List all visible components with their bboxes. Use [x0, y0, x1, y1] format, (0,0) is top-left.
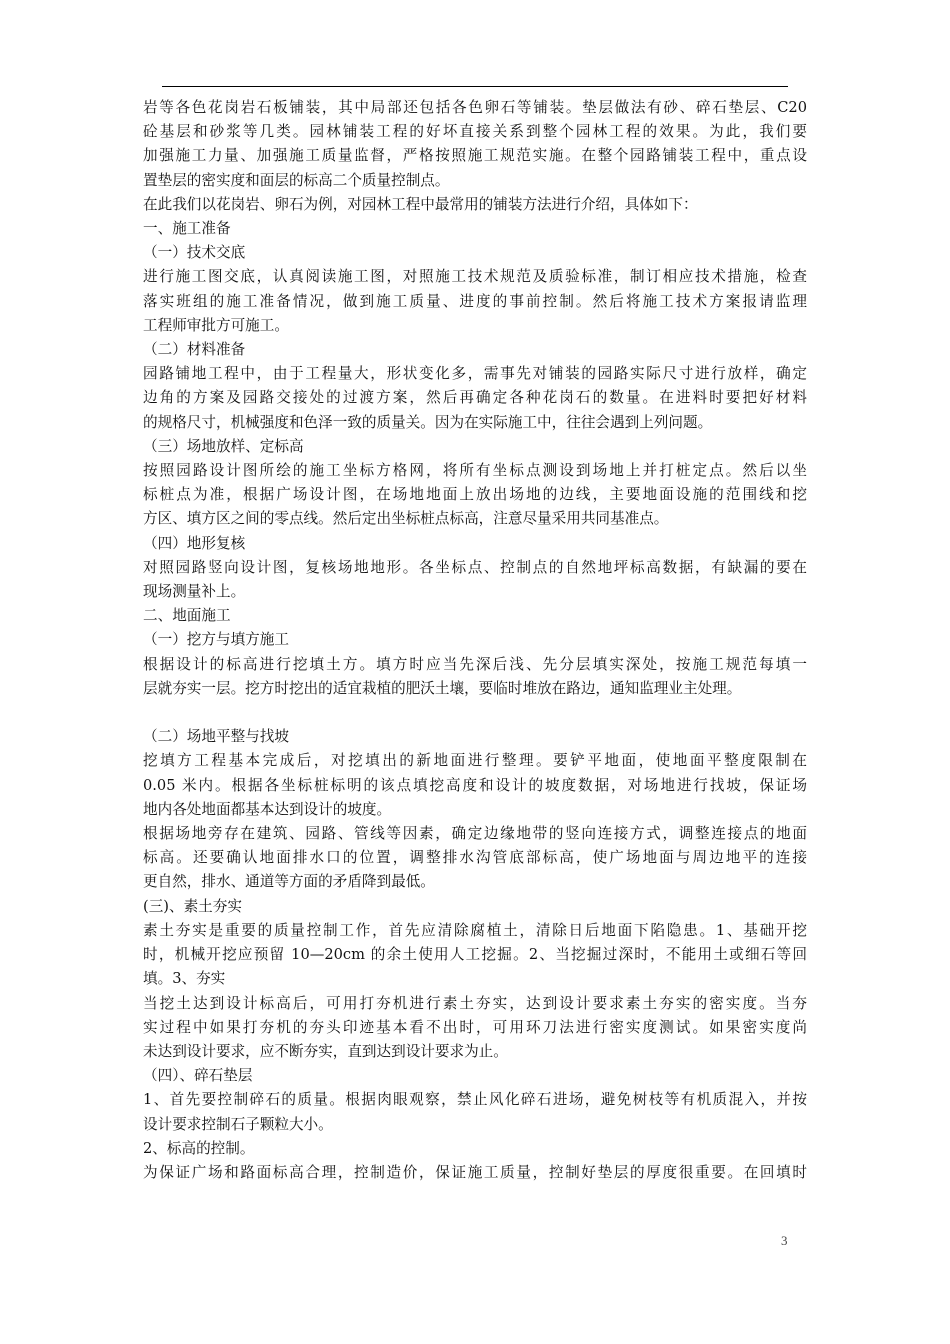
text-line: （一）技术交底	[143, 244, 246, 262]
text-line: 挖填方工程基本完成后，对挖填出的新地面进行整理。要铲平地面，使地面平整度限制在	[143, 752, 807, 770]
text-line: 置垫层的密实度和面层的标高二个质量控制点。	[143, 171, 450, 189]
page-number: 3	[781, 1233, 788, 1248]
text-line: 现场测量补上。	[143, 583, 246, 601]
document-body	[143, 96, 807, 1185]
text-line: 地内各处地面都基本达到设计的坡度。	[143, 800, 392, 818]
header-rule	[162, 86, 788, 87]
text-line: （四）、碎石垫层	[143, 1067, 253, 1085]
text-line: 砼基层和砂浆等几类。园林铺装工程的好坏直接关系到整个园林工程的效果。为此，我们要	[143, 123, 807, 141]
text-line: 进行施工图交底，认真阅读施工图，对照施工技术规范及质验标准，制订相应技术措施，检查	[143, 268, 807, 286]
text-line: 二、地面施工	[143, 607, 231, 625]
text-line: 加强施工力量、加强施工质量监督，严格按照施工规范实施。在整个园路铺装工程中，重点设	[143, 147, 807, 165]
text-line: 边角的方案及园路交接处的过渡方案，然后再确定各种花岗石的数量。在进料时要把好材料	[143, 389, 807, 407]
text-line: 层就夯实一层。挖方时挖出的适宜栽植的肥沃土壤，要临时堆放在路边，通知监理业主处理。	[143, 679, 742, 697]
text-line: （三）场地放样、定标高	[143, 437, 304, 455]
text-line: （二）材料准备	[143, 341, 246, 359]
text-line: 工程师审批方可施工。	[143, 316, 289, 334]
text-line: 0.05 米内。根据各坐标桩标明的该点填挖高度和设计的坡度数据，对场地进行找坡，保证场	[143, 776, 807, 794]
blank-line	[143, 701, 807, 725]
text-line: 根据设计的标高进行挖填土方。填方时应当先深后浅、先分层填实深处，按施工规范每填一	[143, 655, 807, 673]
text-line: 按照园路设计图所绘的施工坐标方格网，将所有坐标点测设到场地上并打桩定点。然后以坐	[143, 462, 807, 480]
text-line: 对照园路竖向设计图，复核场地地形。各坐标点、控制点的自然地坪标高数据，有缺漏的要在	[143, 558, 807, 576]
text-line: 2、标高的控制。	[143, 1139, 255, 1157]
text-line: 的规格尺寸，机械强度和色泽一致的质量关。因为在实际施工中，往往会遇到上列问题。	[143, 413, 713, 431]
text-line: 素土夯实是重要的质量控制工作，首先应清除腐植土，清除日后地面下陷隐患。1、基础开挖	[143, 921, 807, 939]
text-line: 时，机械开挖应预留 10—20cm 的余土使用人工挖掘。2、当挖掘过深时，不能用土或细石等回	[143, 946, 807, 964]
text-line: 方区、填方区之间的零点线。然后定出坐标桩点标高，注意尽量采用共同基准点。	[143, 510, 669, 528]
text-line: （二）场地平整与找坡	[143, 728, 289, 746]
text-line: 根据场地旁存在建筑、园路、管线等因素，确定边缘地带的竖向连接方式，调整连接点的地面	[143, 825, 807, 843]
text-line: 落实班组的施工准备情况，做到施工质量、进度的事前控制。然后将施工技术方案报请监理	[143, 292, 807, 310]
text-line: 填。3、夯实	[143, 970, 226, 988]
text-line: 岩等各色花岗岩石板铺装，其中局部还包括各色卵石等铺装。垫层做法有砂、碎石垫层、C20	[143, 99, 807, 116]
text-line: 标高。还要确认地面排水口的位置，调整排水沟管底部标高，使广场地面与周边地平的连接	[143, 849, 807, 867]
text-line: （一）挖方与填方施工	[143, 631, 289, 649]
text-line: (三)、素土夯实	[143, 897, 242, 915]
text-line: 一、施工准备	[143, 220, 231, 238]
text-line: 实过程中如果打夯机的夯头印迹基本看不出时，可用环刀法进行密实度测试。如果密实度尚	[143, 1018, 807, 1036]
text-line: 为保证广场和路面标高合理，控制造价，保证施工质量，控制好垫层的厚度很重要。在回填时	[143, 1163, 807, 1181]
text-line: 未达到设计要求，应不断夯实，直到达到设计要求为止。	[143, 1042, 508, 1060]
text-line: 在此我们以花岗岩、卵石为例，对园林工程中最常用的铺装方法进行介绍，具体如下：	[143, 195, 698, 213]
text-line: 设计要求控制石子颗粒大小。	[143, 1115, 333, 1133]
text-line: 更自然，排水、通道等方面的矛盾降到最低。	[143, 873, 435, 891]
text-line: 当挖土达到设计标高后，可用打夯机进行素土夯实，达到设计要求素土夯实的密实度。当夯	[143, 994, 807, 1012]
text-line: 1、首先要控制碎石的质量。根据肉眼观察，禁止风化碎石进场，避免树枝等有机质混入，并按	[143, 1091, 807, 1109]
text-line: （四）地形复核	[143, 534, 246, 552]
text-line: 园路铺地工程中，由于工程量大，形状变化多，需事先对铺装的园路实际尺寸进行放样，确定	[143, 365, 807, 383]
text-line: 标桩点为准，根据广场设计图，在场地地面上放出场地的边线，主要地面设施的范围线和挖	[143, 486, 807, 504]
